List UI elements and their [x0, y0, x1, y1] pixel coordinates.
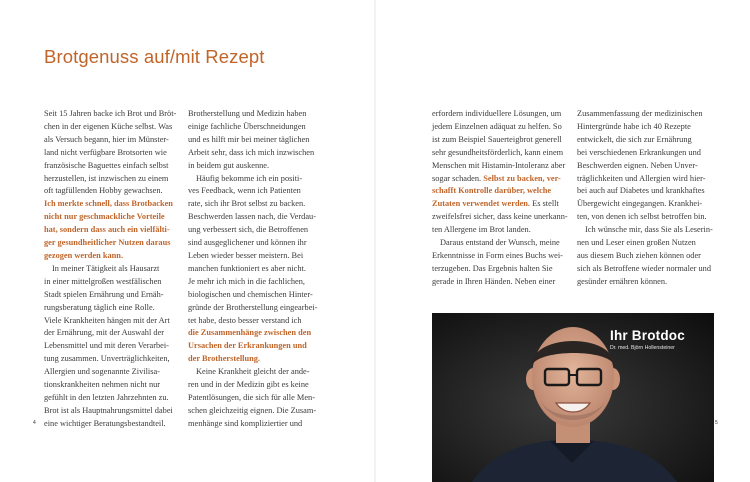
text-line: aus diesem Buch ziehen können oder [577, 250, 701, 260]
text-line: Hintergründe habe ich 40 Rezepte [577, 121, 691, 131]
text-line: Brot ist als Hauptnahrungsmittel dabei [44, 405, 173, 415]
text-line: Zusammenfassung der medizinischen [577, 109, 703, 118]
text-line: zweifelsfrei sicher, dass keine unerkann- [432, 212, 568, 222]
text-line: menhänge sind kompliziertier und [188, 418, 303, 428]
author-photo [432, 313, 714, 482]
text-line: In meiner Tätigkeit als Hausarzt [52, 263, 160, 273]
text-line: tionskrankheiten nehmen nicht nur [44, 380, 161, 390]
text-line [432, 198, 568, 211]
spread-gutter [374, 0, 376, 482]
text-line: in beidem gut auskenne. [188, 160, 270, 170]
text-line: Stadt spielen Ernährung und Ernäh- [44, 289, 164, 299]
text-line: ung verbessert sich, die Betroffenen [188, 225, 309, 235]
text-line: entwickelt, die sich zur Ernährung [577, 134, 692, 144]
text-line: erfordern individuellere Lösungen, um [432, 109, 562, 118]
text-line: ten Allergene im Brot landen. [432, 225, 531, 235]
text-line: gesünder ernähren können. [577, 276, 668, 286]
text-line: als Versuch begann, hier im Münster- [44, 134, 169, 144]
text-column-3 [432, 108, 568, 289]
text-line: der Ernährung, mit der Auswahl der [44, 328, 165, 338]
text-line: jedem Einzelnen adäquat zu helfen. So [432, 121, 562, 131]
page-title: Brotgenuss auf/mit Rezept [44, 46, 265, 67]
text-line: Keine Krankheit gleicht der ande- [196, 367, 310, 377]
text-line: in einer mittelgroßen westfälischen [44, 276, 162, 286]
page-number-right: 5 [715, 420, 718, 426]
text-column-1 [44, 108, 176, 431]
text-line [432, 173, 568, 186]
text-line: Leben wieder besser meistern. Bei [188, 250, 304, 260]
highlight-line: der Brotherstellung. [188, 354, 261, 364]
text-line: Ich wünsche mir, dass Sie als Leserin- [585, 225, 713, 235]
text-line: bei verschiedenen Erkrankungen und [577, 147, 701, 157]
photo-caption-title: Ihr Brotdoc [610, 328, 685, 343]
text-line: einige fachliche Überschneidungen [188, 121, 306, 131]
text-line: chen in der eigenen Küche selbst. Was [44, 121, 173, 131]
text-line: träglichkeiten und Allergien wird hier- [577, 173, 706, 183]
text-line: ren und in der Medizin gibt es keine [188, 380, 309, 390]
text-line: Lebensmittel und mit deren Verarbei- [44, 341, 169, 351]
text-line: manchen funktioniert es aber nicht. [188, 263, 306, 273]
text-line: terzugeben. Das Ergebnis halten Sie [432, 263, 553, 273]
text-line: Häufig bekomme ich ein positi- [196, 173, 303, 183]
text-line: gerade in Ihren Händen. Neben einer [432, 276, 556, 286]
text-line: Erkenntnisse in Form eines Buchs wei- [432, 250, 563, 260]
text-line: Je mehr ich mich in die fachlichen, [188, 276, 305, 286]
page-number-left: 4 [33, 420, 36, 426]
text-line: oft tagfüllenden Hobby gewachsen. [44, 186, 163, 196]
text-line: ves Feedback, wenn ich Patienten [188, 186, 301, 196]
text-line: sehr gesundheitsförderlich, kann einem [432, 147, 564, 157]
text-line: gefühlt in den letzten Jahrzehnten zu. [44, 392, 169, 402]
text-line: Menschen mit Histamin-Intoleranz aber [432, 160, 566, 170]
text-line: Beschwerden lassen nach, die Verdau- [188, 212, 316, 222]
text-line: ten, von denen ich selbst betroffen bin. [577, 212, 707, 222]
text-line: sind ausgeglichener und können ihr [188, 238, 307, 248]
text-line: Brotherstellung und Medizin haben [188, 109, 307, 118]
text-line: und es hilft mir bei meiner täglichen [188, 134, 310, 144]
text-line: biologischen und chemischen Hinter- [188, 289, 313, 299]
text-line: land nicht verfügbare Brotsorten wie [44, 147, 167, 157]
text-line: eine wichtiger Beratungsbestandteil. [44, 418, 166, 428]
text-line: nen und Leser einen großen Nutzen [577, 238, 696, 248]
text-column-4 [577, 108, 713, 289]
text-line: Patentlösungen, die sich für alle Men- [188, 392, 315, 402]
text-line: Übergewicht eingegangen. Krankhei- [577, 199, 703, 209]
text-line: rate, sich ihr Brot selbst zu backen. [188, 199, 306, 209]
highlight-line: hat, sondern dass auch ein vielfälti- [44, 225, 170, 235]
text-line: schen gleichzeitig eignen. Die Zusam- [188, 405, 317, 415]
highlight-line: schafft Kontrolle darüber, welche [432, 186, 552, 196]
text-line: tung zusammen. Unverträglichkeiten, [44, 354, 170, 364]
text-line: Allergien und sogenannte Zivilisa- [44, 367, 160, 377]
photo-caption-name: Dr. med. Björn Hollensteiner [610, 345, 675, 351]
text-line: gründe der Brotherstellung eingearbei- [188, 302, 318, 312]
photo-caption [610, 328, 685, 351]
text-line: französische Baguettes einfach selbst [44, 160, 169, 170]
text-part: Zutaten verwendet werden. Es stellt [432, 199, 559, 209]
text-line: ist zum Beispiel Sauerteigbrot generell [432, 134, 562, 144]
text-line: Beschwerden eignen. Neben Unver- [577, 160, 698, 170]
text-part: sogar schaden. Selbst zu backen, ver- [432, 173, 561, 183]
highlight-line: Ich merkte schnell, dass Brotbacken [44, 199, 173, 209]
text-line: sich als Betroffene wieder normaler und [577, 263, 711, 273]
highlight-line: Ursachen der Erkrankungen und [188, 341, 307, 351]
text-line: Arbeit sehr, dass ich mich inzwischen [188, 147, 315, 157]
text-column-2 [188, 108, 318, 431]
highlight-line: nicht nur geschmackliche Vorteile [44, 212, 165, 222]
text-line: tet habe, desto besser verstand ich [188, 315, 302, 325]
text-line: bei auch auf Diabetes und krankhaftes [577, 186, 705, 196]
text-line: Daraus entstand der Wunsch, meine [440, 238, 560, 248]
text-line: herzustellen, ist inzwischen zu einem [44, 173, 169, 183]
text-line: Seit 15 Jahren backe ich Brot und Bröt- [44, 109, 177, 118]
text-line: Viele Krankheiten hängen mit der Art [44, 315, 170, 325]
highlight-line: die Zusammenhänge zwischen den [188, 328, 312, 338]
highlight-line: gezogen werden kann. [44, 250, 124, 260]
highlight-line: ger gesundheitlicher Nutzen daraus [44, 238, 171, 248]
text-line: rungsberatung täglich eine Rolle. [44, 302, 155, 312]
